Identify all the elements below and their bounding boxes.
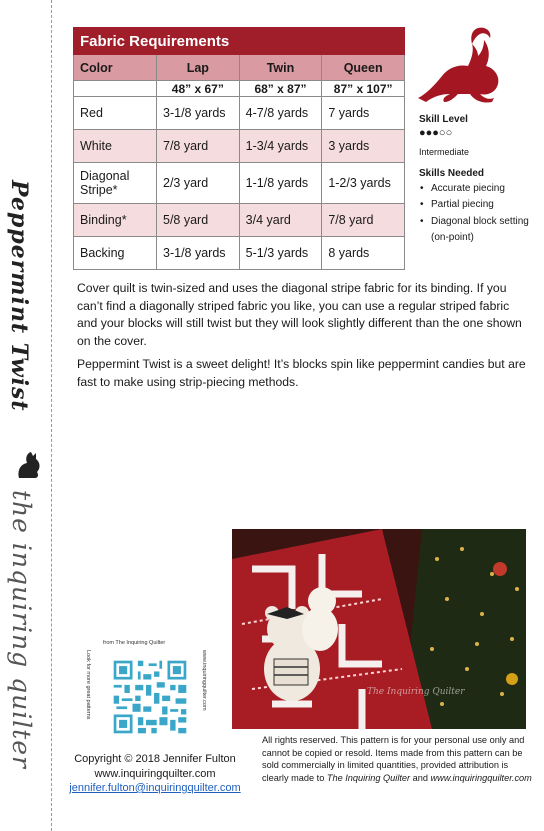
- cell-lap: 7/8 yard: [157, 130, 240, 163]
- table-row: [74, 130, 405, 163]
- photo-watermark: The Inquiring Quilter: [367, 687, 465, 697]
- legal-notice: [262, 734, 532, 784]
- list-item: • Accurate piecing: [419, 181, 539, 197]
- cover-quilt-paragraph: Cover quilt is twin-sized and uses the diagonal stripe fabric for its binding. If you can’t find a diagonally striped fabric you like, you can use a regular striped fabric and your blocks will still twist but they will look slightly different than the one shown on the cover.: [77, 281, 522, 348]
- skill-level-label: Skill Level: [419, 114, 468, 125]
- table-row: [74, 97, 405, 130]
- qr-block: [85, 640, 209, 740]
- cell-twin: 1-1/8 yards: [239, 163, 322, 204]
- qr-code-icon[interactable]: [111, 658, 189, 736]
- header-color: Color: [74, 55, 157, 81]
- legal-italic-site: www.inquiringquilter.com: [430, 772, 532, 783]
- copyright-block: [60, 752, 250, 796]
- cell-twin: 5-1/3 yards: [239, 237, 322, 270]
- table-size-row: [74, 81, 405, 97]
- cell-color: Red: [74, 97, 157, 130]
- table-row: [74, 204, 405, 237]
- description-paragraph: Peppermint Twist is a sweet delight! It’s blocks spin like peppermint candies but are fast to make using strip-piecing methods.: [77, 357, 526, 389]
- skills-list: [419, 181, 539, 246]
- cell-color: Backing: [74, 237, 157, 270]
- cell-color: White: [74, 130, 157, 163]
- website-link[interactable]: www.inquiringquilter.com: [94, 767, 216, 780]
- cover-quilt-photo: [232, 529, 526, 729]
- table-row: [74, 163, 405, 204]
- cat-logo-icon: [412, 24, 507, 106]
- cell-twin: 1-3/4 yards: [239, 130, 322, 163]
- cell-queen: 7 yards: [322, 97, 405, 130]
- table-header-row: [74, 55, 405, 81]
- size-lap: 48” x 67”: [157, 81, 240, 97]
- legal-and: and: [410, 772, 431, 783]
- list-item: • Partial piecing: [419, 197, 539, 213]
- size-twin: 68” x 87”: [239, 81, 322, 97]
- cell-color: Diagonal Stripe*: [74, 163, 157, 204]
- cell-lap: 2/3 yard: [157, 163, 240, 204]
- qr-top-text: from The Inquiring Quilter: [103, 640, 166, 646]
- cell-twin: 4-7/8 yards: [239, 97, 322, 130]
- spine-brand-text: the inquiring quilter: [7, 490, 36, 769]
- legal-italic-name: The Inquiring Quilter: [326, 772, 411, 783]
- header-queen: Queen: [322, 55, 405, 81]
- cell-queen: 8 yards: [322, 237, 405, 270]
- cell-lap: 5/8 yard: [157, 204, 240, 237]
- cell-lap: 3-1/8 yards: [157, 97, 240, 130]
- cell-color: Binding*: [74, 204, 157, 237]
- size-queen: 87” x 107”: [322, 81, 405, 97]
- spine-title-text: Peppermint Twist: [6, 180, 32, 412]
- header-twin: Twin: [239, 55, 322, 81]
- spine-fold-line: [51, 0, 52, 831]
- table-row: [74, 237, 405, 270]
- skill-level-dots: ●●●○○: [419, 127, 453, 139]
- copyright-text: Copyright © 2018 Jennifer Fulton: [74, 753, 236, 765]
- skills-needed-label: Skills Needed: [419, 168, 485, 179]
- email-link[interactable]: jennifer.fulton@inquiringquilter.com: [69, 782, 241, 794]
- legal-text: All rights reserved. This pattern is for your personal use only and cannot be copied or resold. Items made from this pattern can be sold commercially in limited quantities, provided attribution is clearly made to: [262, 735, 525, 783]
- table-title: Fabric Requirements: [74, 28, 405, 55]
- cell-queen: 3 yards: [322, 130, 405, 163]
- cell-lap: 3-1/8 yards: [157, 237, 240, 270]
- table-title-row: [74, 28, 405, 55]
- list-item: • Diagonal block setting (on-point): [419, 214, 539, 247]
- qr-right-text: www.inquiringquilter.com: [201, 650, 207, 711]
- skill-level-text: Intermediate: [419, 147, 470, 157]
- cell-queen: 7/8 yard: [322, 204, 405, 237]
- size-blank: [74, 81, 157, 97]
- cell-twin: 3/4 yard: [239, 204, 322, 237]
- cat-silhouette-icon: [15, 450, 43, 480]
- fabric-requirements-table: [73, 27, 405, 270]
- header-lap: Lap: [157, 55, 240, 81]
- qr-left-text: Look for more great patterns: [85, 650, 91, 720]
- cell-queen: 1-2/3 yards: [322, 163, 405, 204]
